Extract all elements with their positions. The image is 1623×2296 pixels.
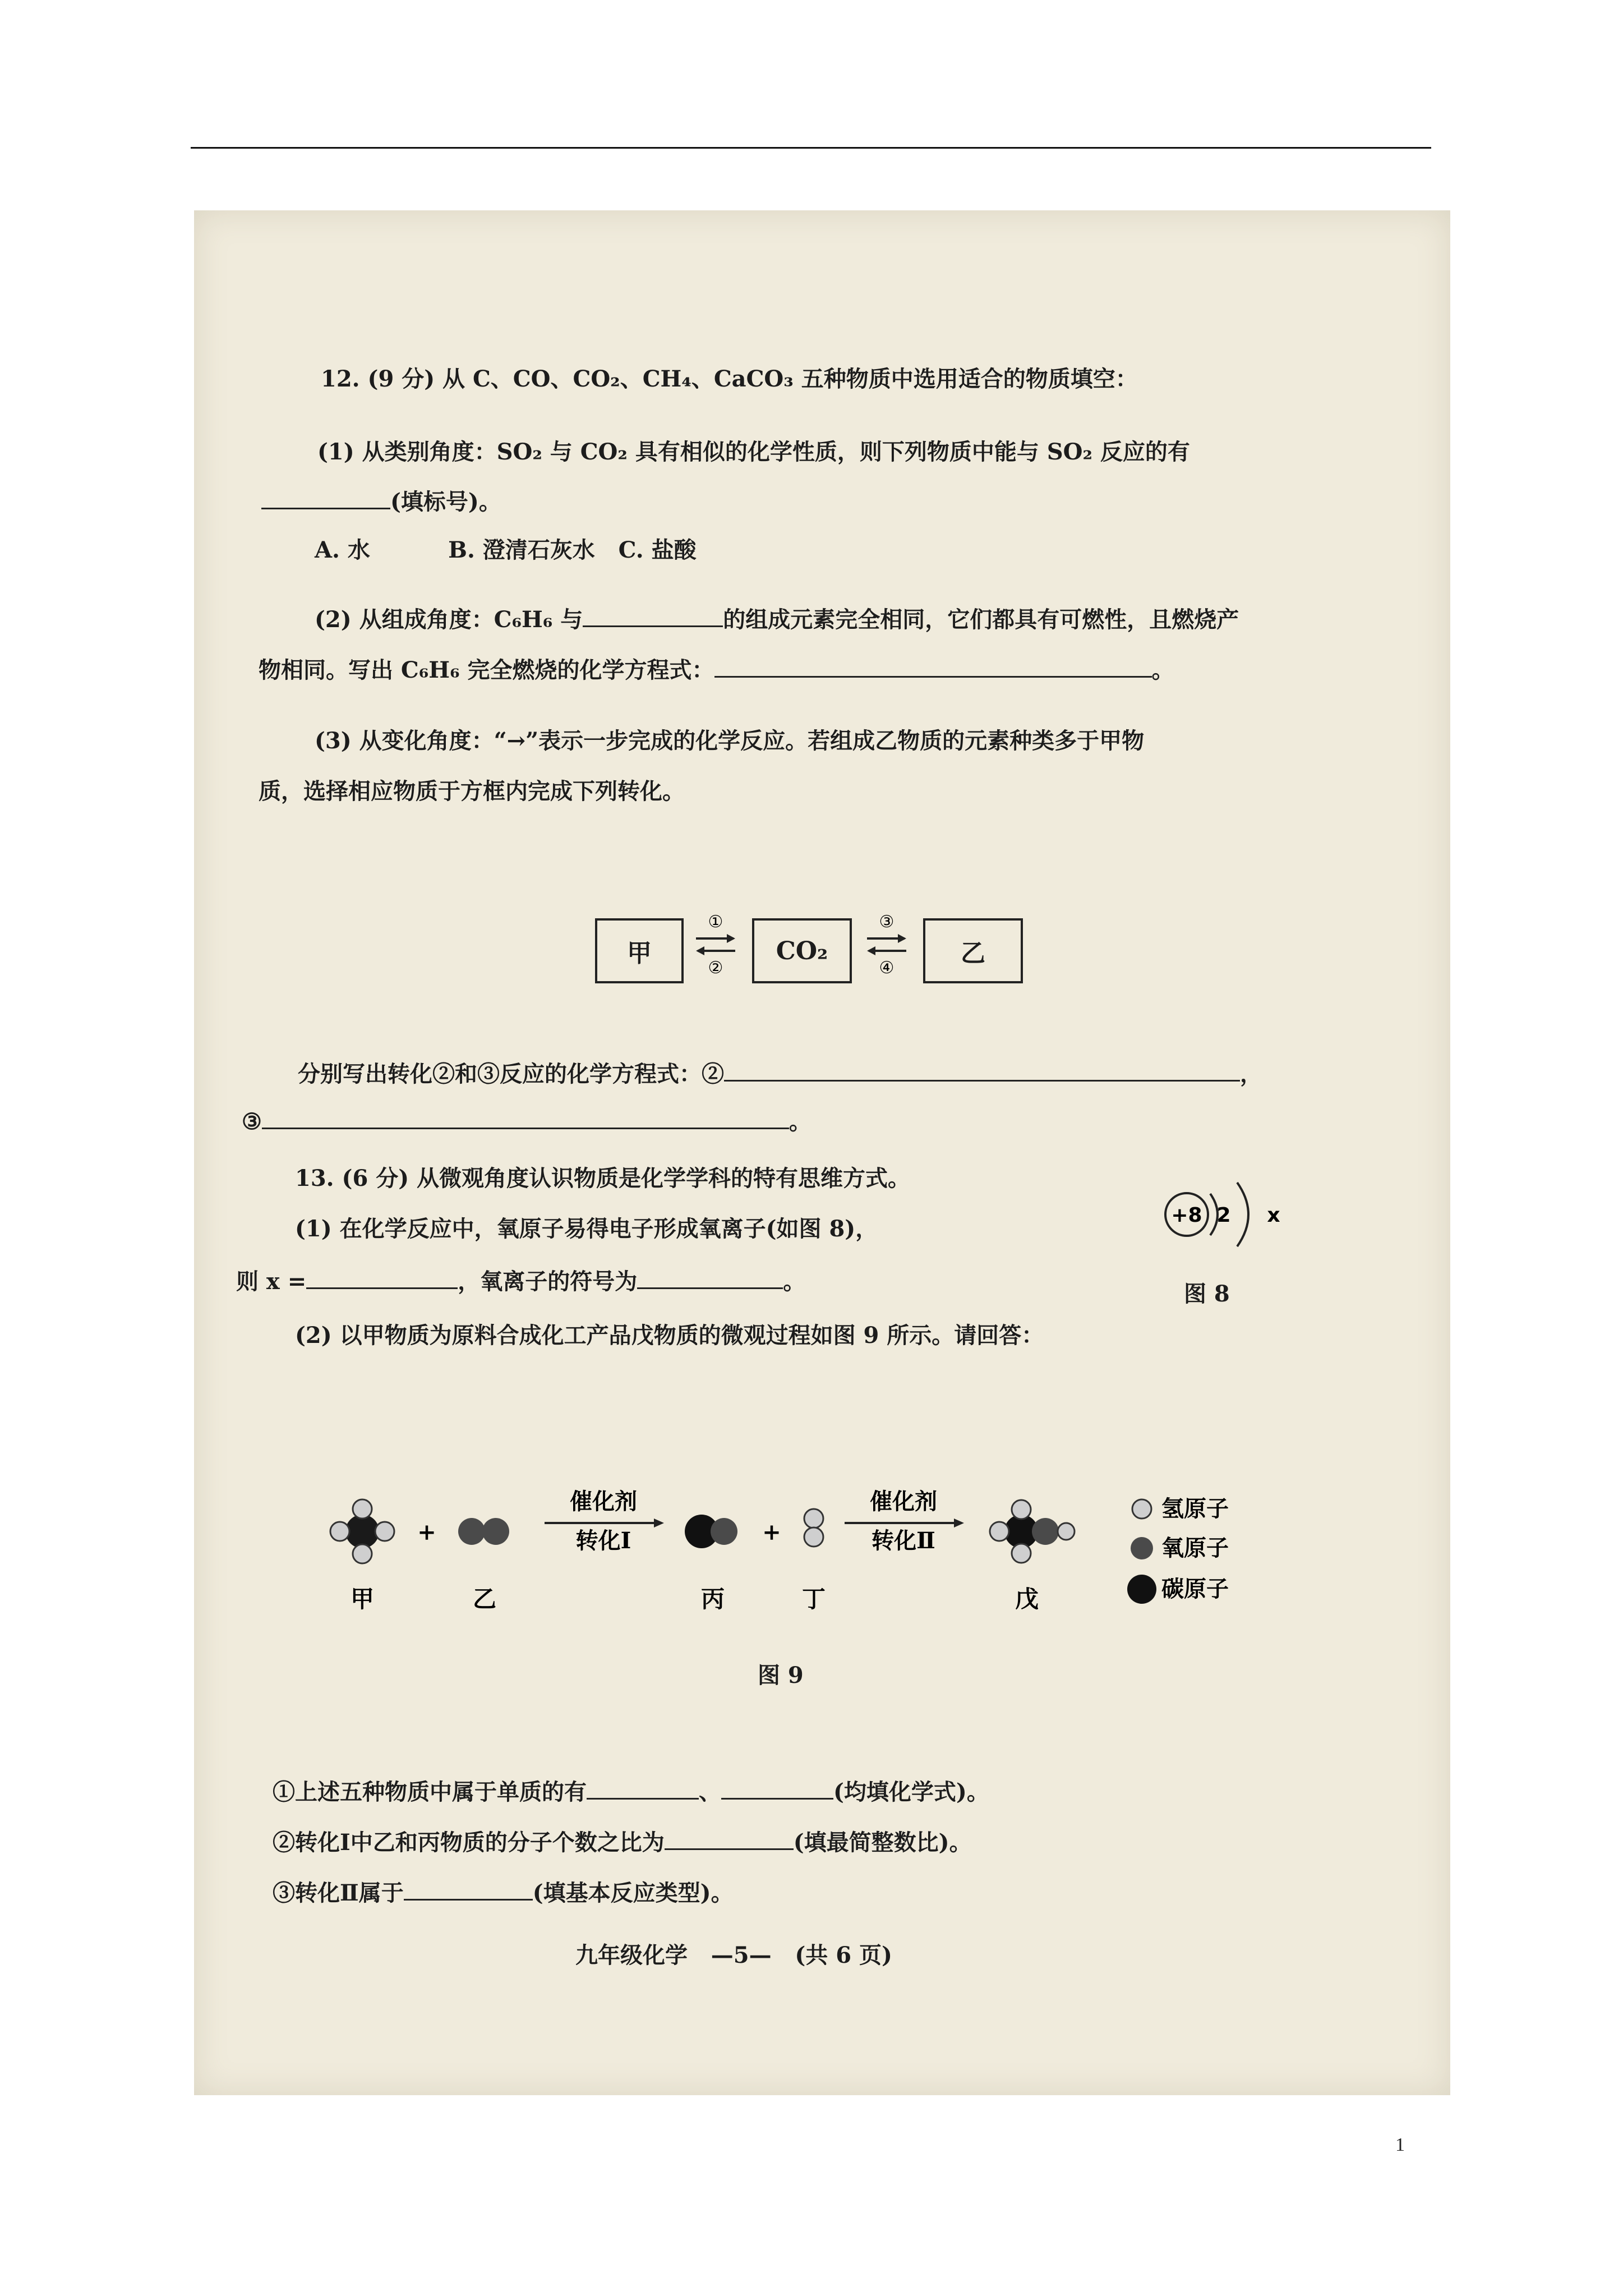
label-wu: 戊 (1015, 1585, 1039, 1613)
q12-answer-blank-4[interactable] (724, 1057, 1240, 1082)
figure-9-micro-process (306, 1484, 1405, 1630)
q12-answer-blank-3[interactable] (714, 654, 1152, 678)
page-number: 1 (1395, 2134, 1405, 2155)
fig8-shell-2-count: x (1267, 1204, 1280, 1227)
scanned-exam-page (194, 210, 1450, 2095)
legend-hydrogen-label: 氢原子 (1161, 1496, 1229, 1522)
header-rule (191, 147, 1431, 149)
legend (1127, 1496, 1229, 1604)
q12-answer-blank-1[interactable] (261, 485, 390, 509)
fig8-caption: 图 8 (1184, 1281, 1230, 1307)
conversion-2-label: 转化Ⅱ (872, 1527, 935, 1554)
arrows-3-4 (864, 912, 909, 979)
q12-part2-cont: 物相同。写出 C₆H₆ 完全燃烧的化学方程式： 。 (259, 654, 1174, 685)
label-bing: 丙 (700, 1585, 725, 1613)
q13-answer-blank-element-2[interactable] (721, 1775, 833, 1800)
legend-hydrogen-swatch (1132, 1499, 1151, 1519)
q12-title: 12. (9 分) 从 C、CO、CO₂、CH₄、CaCO₃ 五种物质中选用适合的物质填空： (321, 366, 1138, 392)
catalyst-label-1: 催化剂 (570, 1488, 637, 1515)
q12-answer-blank-2[interactable] (583, 603, 723, 627)
molecule-ding (804, 1509, 823, 1547)
box-co2: CO₂ (752, 918, 852, 983)
box-yi: 乙 (923, 918, 1023, 983)
q13-part2: (2) 以甲物质为原料合成化工产品戊物质的微观过程如图 9 所示。请回答： (295, 1322, 1044, 1349)
molecule-jia (330, 1499, 394, 1563)
conversion-1-label: 转化Ⅰ (575, 1527, 631, 1554)
catalyst-label-2: 催化剂 (870, 1488, 937, 1515)
legend-oxygen-swatch (1131, 1537, 1153, 1559)
arrow-label-3: ③ (879, 912, 895, 932)
q12-part3: (3) 从变化角度：“→”表示一步完成的化学反应。若组成乙物质的元素种类多于甲物 (315, 728, 1145, 754)
arrows-1-2 (693, 912, 738, 979)
q13-answer-blank-element-1[interactable] (587, 1775, 699, 1800)
arrow-label-1: ① (708, 912, 723, 932)
q12-part1: (1) 从类别角度：SO₂ 与 CO₂ 具有相似的化学性质，则下列物质中能与 SO₂ 反应的有 (317, 439, 1190, 465)
legend-oxygen-label: 氧原子 (1161, 1535, 1229, 1561)
q12-part1-blank-line: (填标号)。 (261, 485, 501, 517)
q13-answer-blank-x[interactable] (306, 1265, 458, 1289)
q13-answer-blank-reaction-type[interactable] (404, 1876, 533, 1901)
scan-footer: 九年级化学 —5— (共 6 页) (575, 1942, 892, 1968)
fig8-nucleus-charge: +8 (1171, 1204, 1202, 1227)
arrow-label-4: ④ (879, 958, 895, 978)
label-yi: 乙 (472, 1585, 497, 1613)
q12-options: A. 水 B. 澄清石灰水 C. 盐酸 (315, 537, 697, 563)
box-jia: 甲 (595, 918, 684, 983)
plus-1: + (417, 1519, 436, 1545)
label-ding: 丁 (801, 1585, 826, 1613)
plus-2: + (762, 1519, 781, 1545)
arrow-label-2: ② (708, 958, 723, 978)
figure-8-oxygen-structure (1147, 1172, 1293, 1268)
molecule-yi (458, 1518, 509, 1545)
fig9-caption: 图 9 (758, 1662, 804, 1688)
q13-part1: (1) 在化学反应中，氧原子易得电子形成氧离子(如图 8)， (295, 1216, 878, 1242)
q12-equation-3: ③ 。 (242, 1105, 811, 1137)
fig8-shell-1-count: 2 (1216, 1204, 1231, 1227)
q13-sub2: ②转化Ⅰ中乙和丙物质的分子个数之比为 (填最简整数比)。 (273, 1826, 972, 1857)
q12-part2: (2) 从组成角度：C₆H₆ 与 的组成元素完全相同，它们都具有可燃性，且燃烧产 (315, 603, 1239, 634)
q13-part1-cont: 则 x = ，氧离子的符号为 。 (236, 1265, 805, 1296)
q12-equations: 分别写出转化②和③反应的化学方程式：② ， (298, 1057, 1262, 1089)
q13-answer-blank-ratio[interactable] (665, 1826, 794, 1850)
q13-title: 13. (6 分) 从微观角度认识物质是化学学科的特有思维方式。 (295, 1165, 911, 1191)
molecule-wu (990, 1500, 1075, 1563)
legend-carbon-label: 碳原子 (1161, 1576, 1229, 1602)
q12-answer-blank-5[interactable] (262, 1105, 789, 1129)
q13-sub1: ①上述五种物质中属于单质的有 、 (均填化学式)。 (273, 1775, 989, 1807)
molecule-bing (685, 1515, 737, 1548)
q12-part3-cont: 质，选择相应物质于方框内完成下列转化。 (259, 778, 685, 804)
legend-carbon-swatch (1127, 1575, 1156, 1604)
label-jia: 甲 (350, 1585, 375, 1613)
q13-answer-blank-ion[interactable] (637, 1265, 783, 1289)
q13-sub3: ③转化Ⅱ属于 (填基本反应类型)。 (273, 1876, 734, 1908)
